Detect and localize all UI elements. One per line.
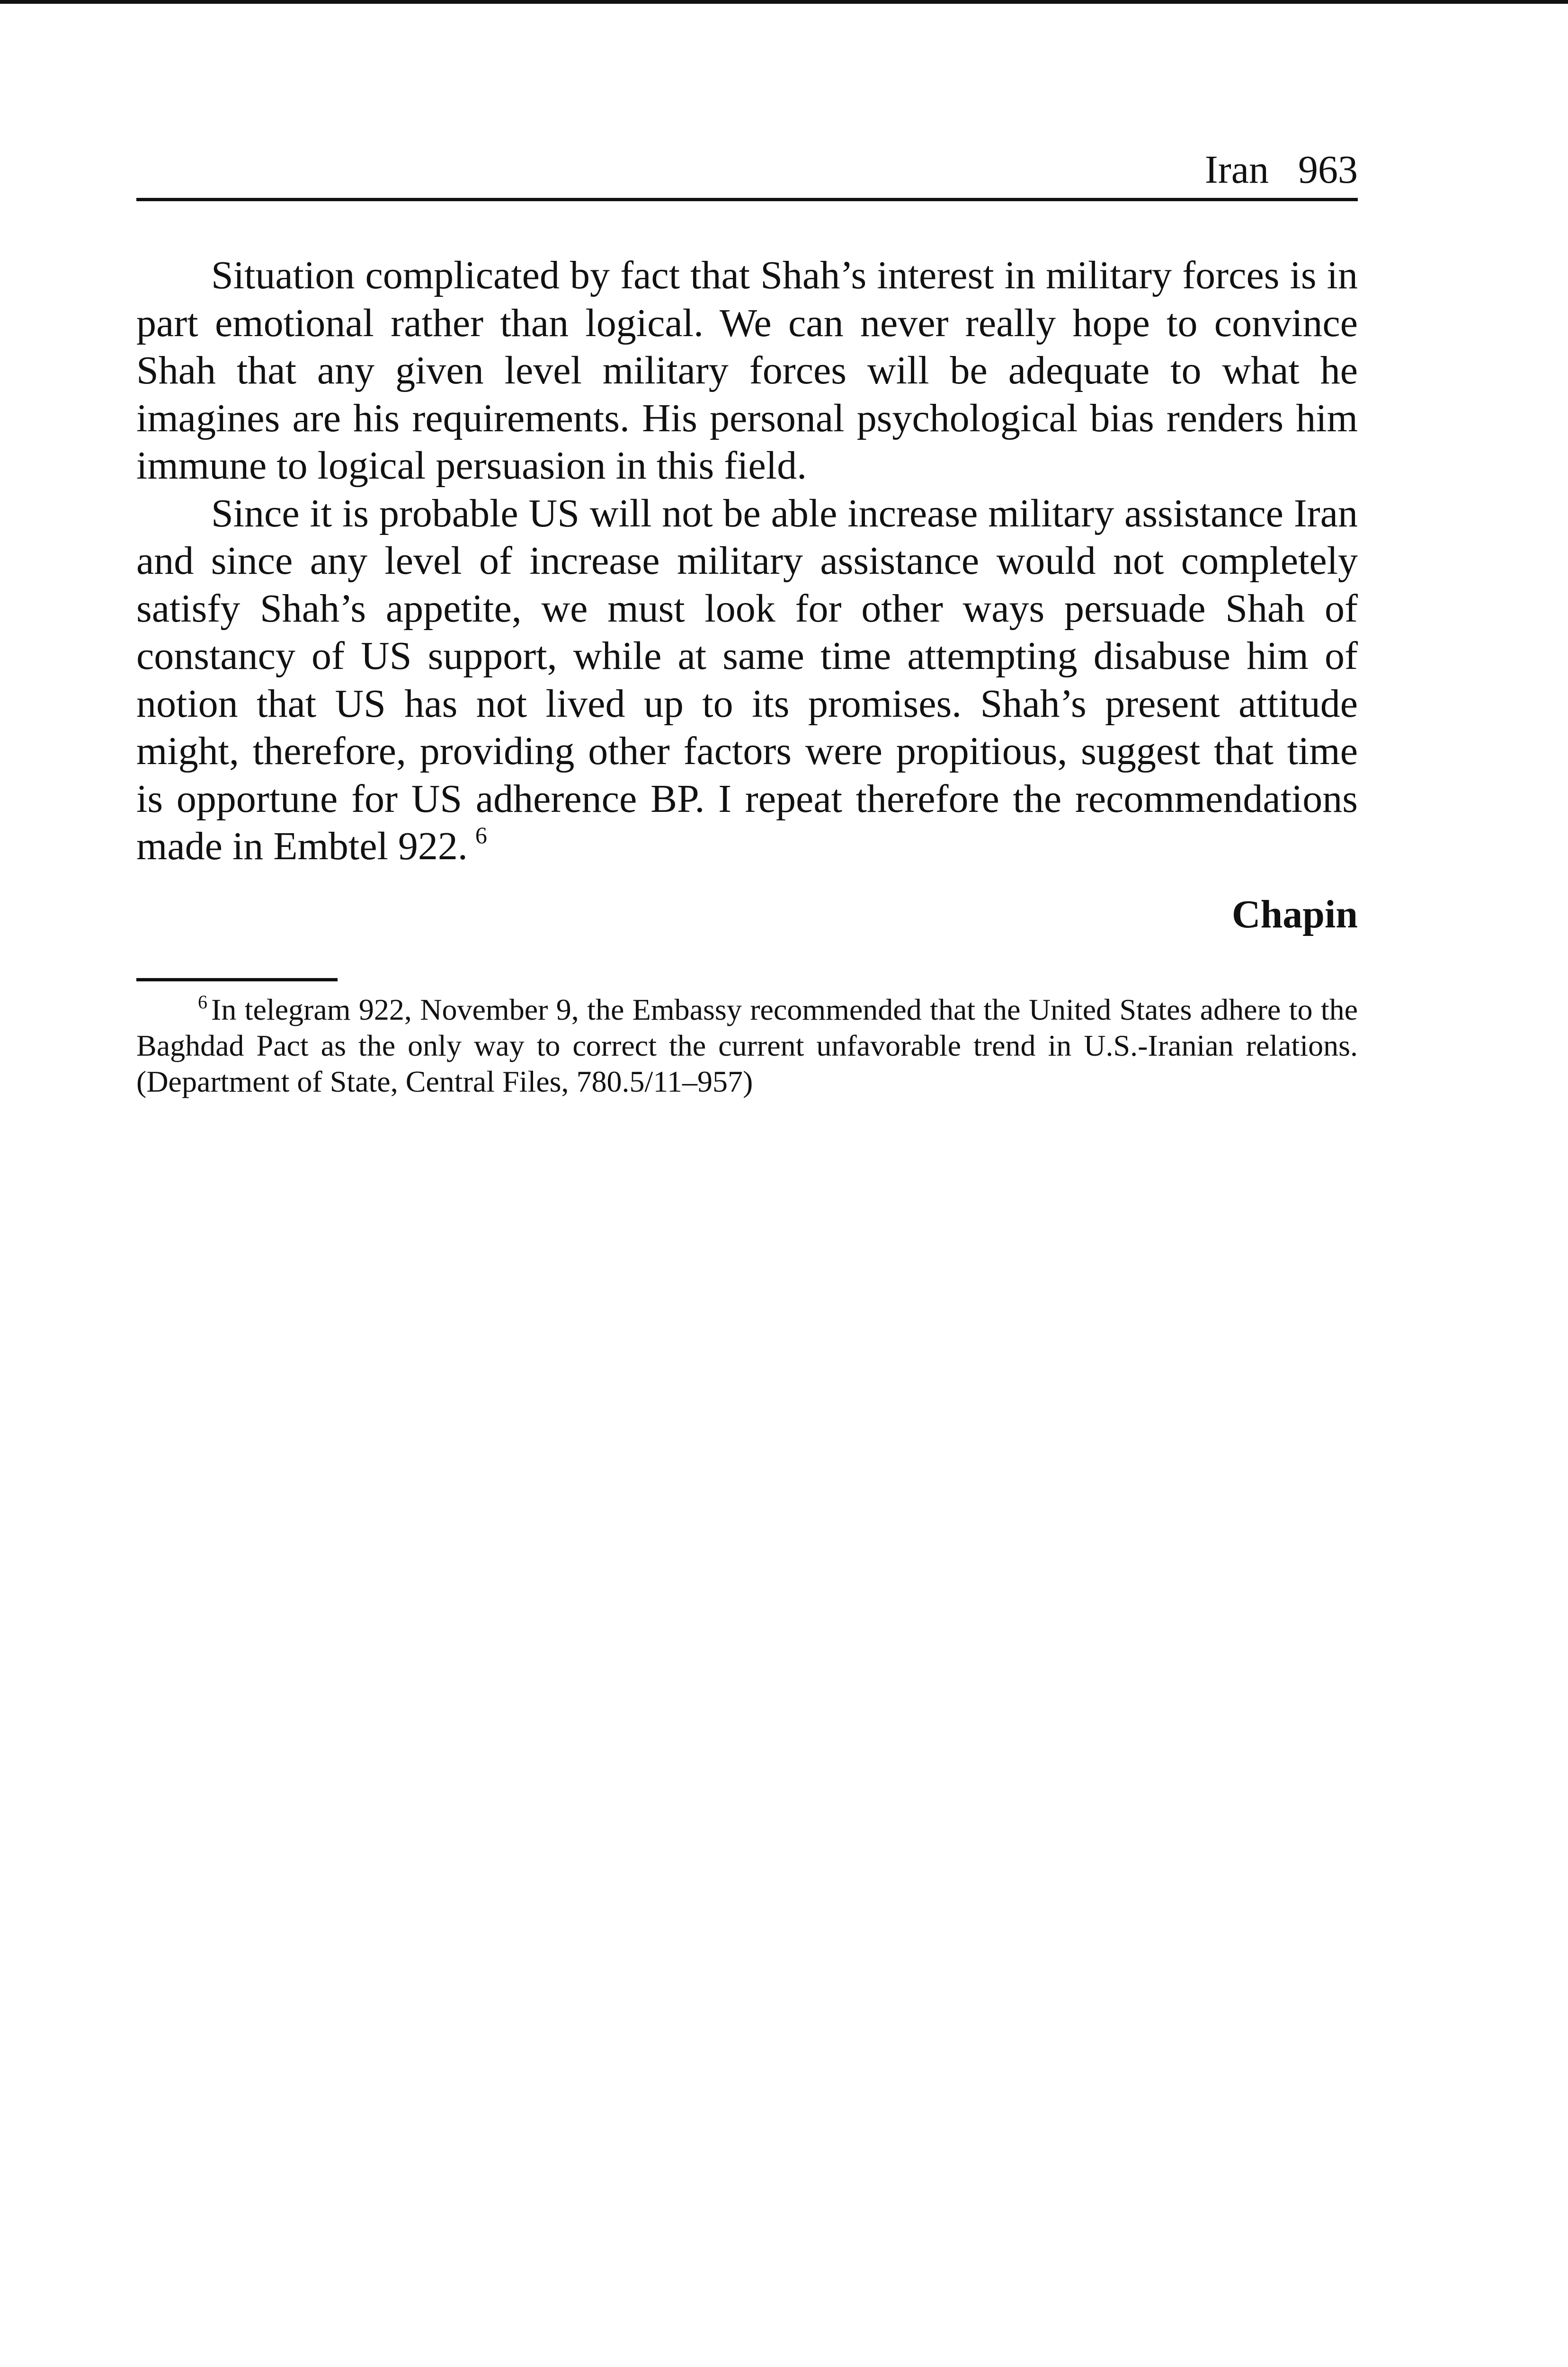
body-paragraph-2 bbox=[136, 490, 1358, 871]
running-header bbox=[136, 142, 1358, 201]
footnote-paragraph bbox=[136, 992, 1358, 1100]
footnote-marker: 6 bbox=[198, 991, 207, 1013]
running-title: Iran bbox=[1204, 148, 1269, 192]
footnote-reference: 6 bbox=[475, 822, 487, 848]
top-border-rule bbox=[0, 0, 1568, 4]
footnote-text: In telegram 922, November 9, the Embassy recommended that the United States adhere to the Baghdad Pact as the only way to correct the current unfavorable trend in U.S.-Iranian relations. (Department of State, Central Files, 780.5/11–957) bbox=[136, 993, 1358, 1098]
body-paragraph-1-text: Situation complicated by fact that Shah’s interest in military forces is in part emotional rather than logical. We can never really hope to convince Shah that any given level military forces will be adequate to what he imagines are his requirements. His personal psychological bias renders him immune to logical persuasion in this field. bbox=[136, 253, 1358, 488]
telegram-body bbox=[136, 252, 1358, 871]
footnote bbox=[136, 992, 1358, 1100]
body-paragraph-2-text: Since it is probable US will not be able increase military assistance Iran and since any level of increase military assistance would not completely satisfy Shah’s appetite, we must look for other ways persuade Shah of constancy of US support, while at same time attempting disabuse him of notion that US has not lived up to its promises. Shah’s present attitude might, therefore, providing other factors were propitious, suggest that time is opportune for US adherence BP. I repeat therefore the recommendations made in Embtel 922. bbox=[136, 491, 1358, 868]
body-paragraph-1 bbox=[136, 252, 1358, 490]
signature: Chapin bbox=[1231, 892, 1358, 936]
page-number: 963 bbox=[1298, 148, 1358, 192]
footnote-separator bbox=[136, 978, 338, 981]
